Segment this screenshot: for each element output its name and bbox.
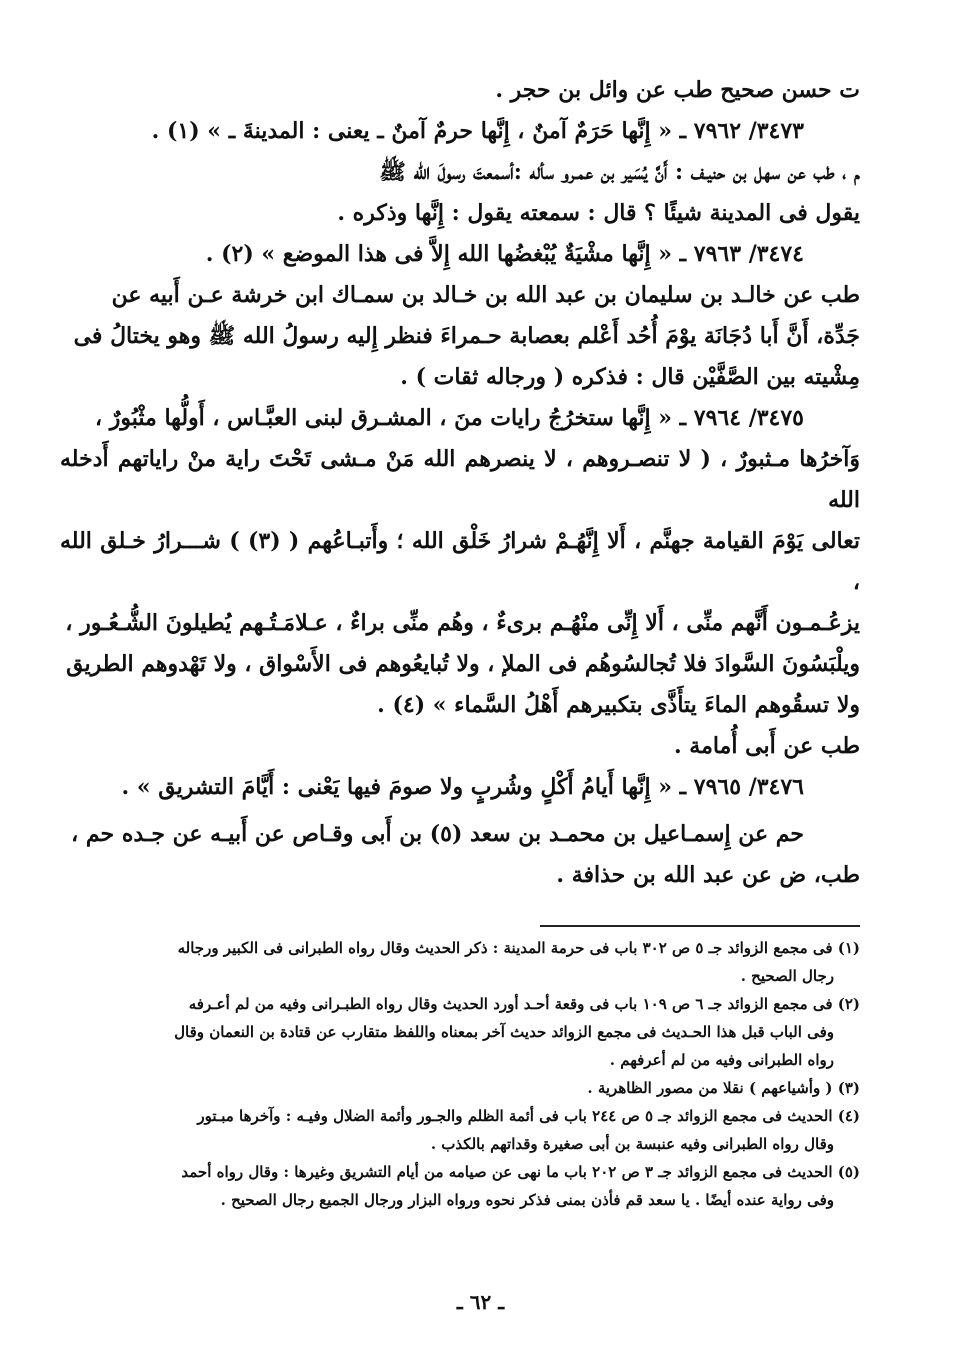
- footnote-4: (٤) الحديث فى مجمع الزوائد جـ ٥ ص ٢٤٤ باب فى أئمة الظلم والجـور وأئمة الضلال وفيـه : وآخرها مبـتور: [197, 1107, 860, 1125]
- text-line: جَدِّة، أَنَّ أَبا دُجَانَة يوْمَ أُحُد أَعْلم بعصابة حـمراءَ فنظر إِليه رسولُ الله ﷺ وهو يختالُ فى: [73, 323, 860, 349]
- footnotes: [60, 934, 860, 1214]
- footnote-5: (٥) الحديث فى مجمع الزوائد جـ ٣ ص ٢٠٢ باب ما نهى عن صيامه من أيام التشريق وغيرها : وقال رواه أحمد: [181, 1163, 860, 1181]
- text-line: يقول فى المدينة شيئًا ؟ قال : سمعته يقول : إِنَّها وذكره .: [337, 200, 860, 226]
- text-line: م ، طب عن سهل بن حنيـف : أَنَّ يُسَير بن عمـرو سأله :أسمعتَ رسولَ الله ﷺ: [379, 159, 860, 185]
- footnote-3: (٣) ( وأشياعهم ) نقلا من مصور الظاهرية .: [587, 1079, 860, 1097]
- hadith-heading-3474: ٣٤٧٤/ ٧٩٦٣ ـ « إِنَّها مشْيَةٌ يُبْغضُها الله إِلاَّ فى هذا الموضع » (٢) .: [205, 241, 804, 267]
- text-line: طب عن أَبى أُمامة .: [673, 733, 860, 759]
- hadith-heading-3476: ٣٤٧٦/ ٧٩٦٥ ـ « إِنَّها أَيامُ أَكْلٍ وشُربٍ ولا صومَ فيها يَعْنى : أَيَّامَ التشريق » .: [121, 774, 804, 800]
- text-line: تعالى يَوْمَ القيامة جهنَّم ، أَلا إِنَّهُـمْ شرارُ خَلْق الله ؛ وأَتبـاعُهم ( (٣) ) شـــرارُ خـلق الله ،: [60, 528, 860, 595]
- text-line: وَآخرُها مـثبورٌ ، ( لا تنصـروهم ، لا ينصرهم الله مَنْ مـشى تَحْتَ راية منْ راياتهم أَدخله الله: [60, 446, 860, 513]
- footnote-1: (١) فى مجمع الزوائد جـ ٥ ص ٣٠٢ باب فى حرمة المدينة : ذكر الحديث وقال رواه الطبرانى فى الكبير ورجاله: [177, 939, 860, 957]
- footnote-2: (٢) فى مجمع الزوائد جـ ٦ ص ١٠٩ باب فى وقعة أحـد أورد الحديث وقال رواه الطبـرانى وفيه من لم أعـرفه: [188, 995, 860, 1013]
- main-text: [60, 70, 860, 896]
- text-line: حم عن إِسمـاعيل بن محمـد بن سعد (٥) بن أَبى وقـاص عن أَبيـه عن جـده حم ،: [71, 821, 804, 847]
- text-line: طب عن خالـد بن سليمان بن عبد الله بن خـالد بن سمـاك ابن خرشة عـن أَبيه عن: [111, 282, 860, 308]
- text-line: يزعُـمـون أَنَّهم منِّى ، أَلا إِنِّى منْهُـم برىءٌ ، وهُم منِّى براءٌ ، عـلامَـتُـهم يُطيلونَ الشُّـعُـور ،: [65, 610, 860, 636]
- document-page: [60, 70, 860, 1320]
- text-line: ويلْبَسُونَ السَّوادَ فلا تُجالسُوهُم فى الملإ ، ولا تُبايعُوهم فى الأَسْواق ، ولا تَهْدوهم الطريق: [66, 651, 860, 677]
- text-line: ولا تسقُوهم الماءَ يتأَذَّى بتكبيرهم أَهْلُ السَّماء » (٤) .: [377, 692, 860, 718]
- footnote-1-cont: رجال الصحيح .: [740, 967, 834, 985]
- footnote-4-cont: وقال رواه الطبرانى وفيه عنبسة بن أبى صغيرة وقداتهم بالكذب .: [430, 1135, 834, 1153]
- text-line: ت حسن صحيح طب عن وائل بن حجر .: [495, 77, 860, 103]
- page-number: ـ ٦٢ ـ: [456, 1290, 505, 1314]
- text-line: طب، ض عن عبد الله بن حذافة .: [556, 862, 860, 888]
- footnote-2-cont: رواه الطبرانى وفيه من لم أعرفهم .: [609, 1051, 834, 1069]
- hadith-heading-3473: ٣٤٧٣/ ٧٩٦٢ ـ « إِنَّها حَرَمٌ آمنٌ ، إِنَّها حرمٌ آمنٌ ـ يعنى : المدينةَ ـ » (١) .: [151, 118, 804, 144]
- text-line: مِشْيته بين الصَّفَّيْن قال : فذكره ( ورجاله ثقات ) .: [400, 364, 860, 390]
- footnote-divider: [540, 925, 860, 927]
- hadith-heading-3475: ٣٤٧٥/ ٧٩٦٤ ـ « إِنَّها ستخرُجُ رايات منَ ، المشـرق لبنى العبَّـاس ، أَولُّها مثْبُورٌ ،: [95, 405, 804, 431]
- footnote-2-cont: وفى الباب قبل هذا الحـديث فى مجمع الزوائد حديث آخر بمعناه واللفظ متقارب عن قتادة بن النعمان وقال: [174, 1023, 834, 1041]
- footnote-5-cont: وفى رواية عنده أيضًا . يا سعد قم فأذن بمنى فذكر نحوه ورواه البزار ورجال الجميع رجال الصحيح .: [220, 1191, 834, 1209]
